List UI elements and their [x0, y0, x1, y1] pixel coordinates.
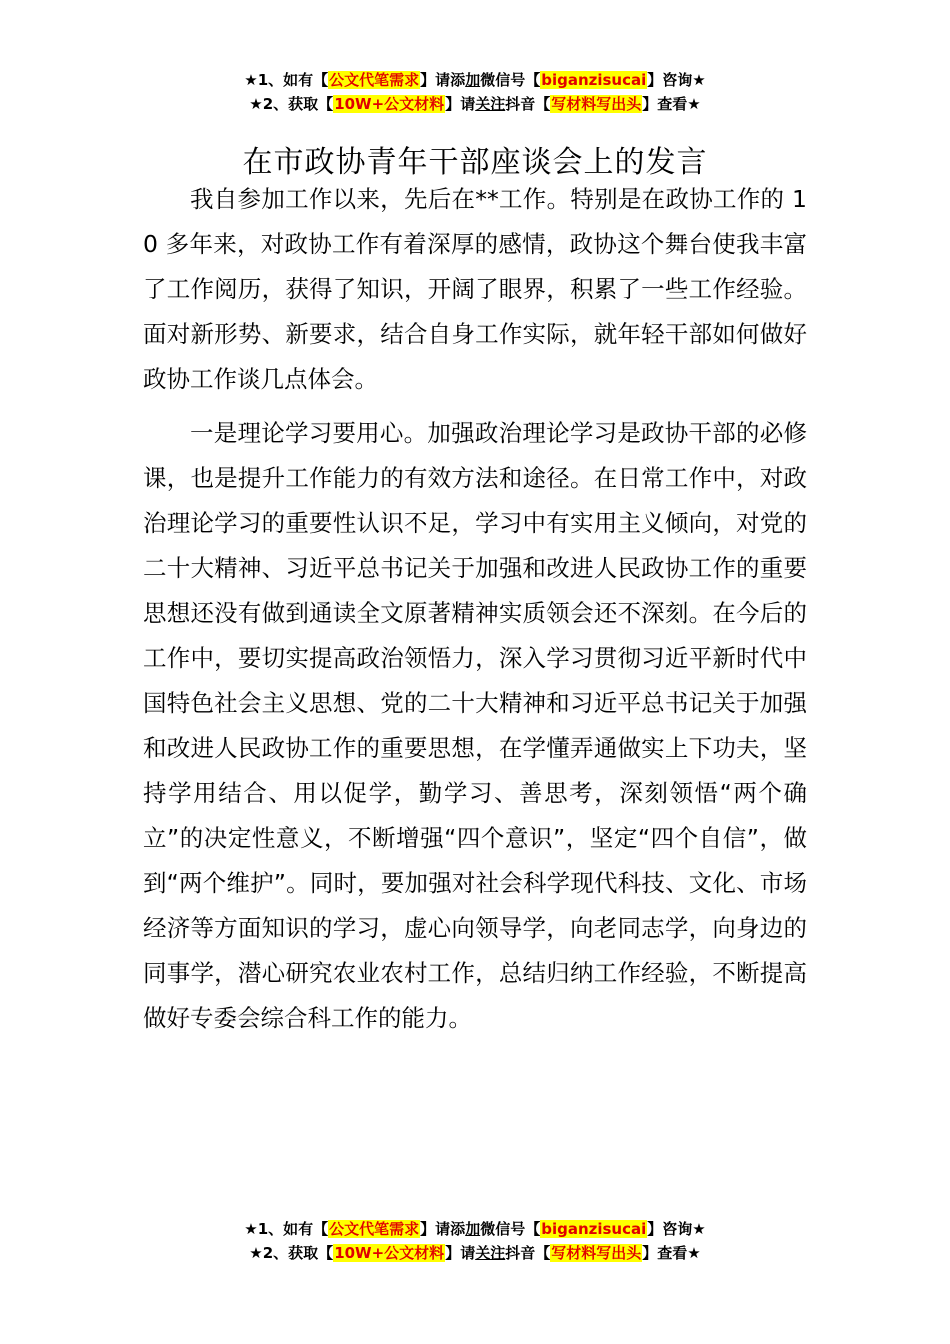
- banner-underlined-text: 加: [465, 71, 481, 89]
- banner-underlined-text: 关注: [475, 95, 506, 113]
- banner-line-1: [0, 1217, 950, 1241]
- banner-text: 微信号【: [480, 71, 541, 89]
- banner-underlined-text: 关注: [475, 1244, 506, 1262]
- banner-text: ★1、如有【: [244, 1220, 329, 1238]
- banner-highlight: 写材料写出头: [551, 95, 642, 113]
- banner-text: 】请: [445, 95, 476, 113]
- banner-highlight: biganzisucai: [541, 1220, 647, 1238]
- document-body: [143, 177, 807, 1050]
- banner-highlight: 写材料写出头: [551, 1244, 642, 1262]
- banner-text: ★2、获取【: [249, 95, 334, 113]
- banner-text: 】请添: [420, 1220, 466, 1238]
- banner-text: 】查看★: [642, 95, 701, 113]
- banner-text: 】咨询★: [647, 1220, 706, 1238]
- document-title: 在市政协青年干部座谈会上的发言: [242, 145, 708, 181]
- banner-text: 抖音【: [505, 95, 551, 113]
- banner-highlight: biganzisucai: [541, 71, 647, 89]
- banner-highlight: 10W+公文材料: [334, 95, 445, 113]
- banner-highlight: 10W+公文材料: [334, 1244, 445, 1262]
- banner-line-1: [0, 68, 950, 92]
- banner-text: ★1、如有【: [244, 71, 329, 89]
- banner-text: 抖音【: [505, 1244, 551, 1262]
- banner-text: 微信号【: [480, 1220, 541, 1238]
- banner-underlined-text: 加: [465, 1220, 481, 1238]
- paragraph-intro: 我自参加工作以来，先后在**工作。特别是在政协工作的 10 多年来，对政协工作有着深厚的感情，政协这个舞台使我丰富了工作阅历，获得了知识，开阔了眼界，积累了一些工作经验。面对新形势、新要求，结合自身工作实际，就年轻干部如何做好政协工作谈几点体会。: [143, 185, 807, 393]
- banner-text: 】请: [445, 1244, 476, 1262]
- paragraph-theory-study: 一是理论学习要用心。加强政治理论学习是政协干部的必修课，也是提升工作能力的有效方法和途径。在日常工作中，对政治理论学习的重要性认识不足，学习中有实用主义倾向，对党的二十大精神、习近平总书记关于加强和改进人民政协工作的重要思想还没有做到通读全文原著精神实质领会还不深刻。在今后的工作中，要切实提高政治领悟力，深入学习贯彻习近平新时代中国特色社会主义思想、党的二十大精神和习近平总书记关于加强和改进人民政协工作的重要思想，在学懂弄通做实上下功夫，坚持学用结合、用以促学，勤学习、善思考，深刻领悟“两个确立”的决定性意义，不断增强“四个意识”，坚定“四个自信”，做到“两个维护”。同时，要加强对社会科学现代科技、文化、市场经济等方面知识的学习，虚心向领导学，向老同志学，向身边的同事学，潜心研究农业农村工作，总结归纳工作经验，不断提高做好专委会综合科工作的能力。: [143, 419, 807, 1032]
- banner-highlight: 公文代笔需求: [329, 71, 420, 89]
- header-banner: [0, 68, 950, 116]
- banner-line-2: [0, 92, 950, 116]
- banner-line-2: [0, 1241, 950, 1265]
- banner-text: 】咨询★: [647, 71, 706, 89]
- banner-highlight: 公文代笔需求: [329, 1220, 420, 1238]
- footer-banner: [0, 1217, 950, 1265]
- banner-text: 】查看★: [642, 1244, 701, 1262]
- banner-text: 】请添: [420, 71, 466, 89]
- banner-text: ★2、获取【: [249, 1244, 334, 1262]
